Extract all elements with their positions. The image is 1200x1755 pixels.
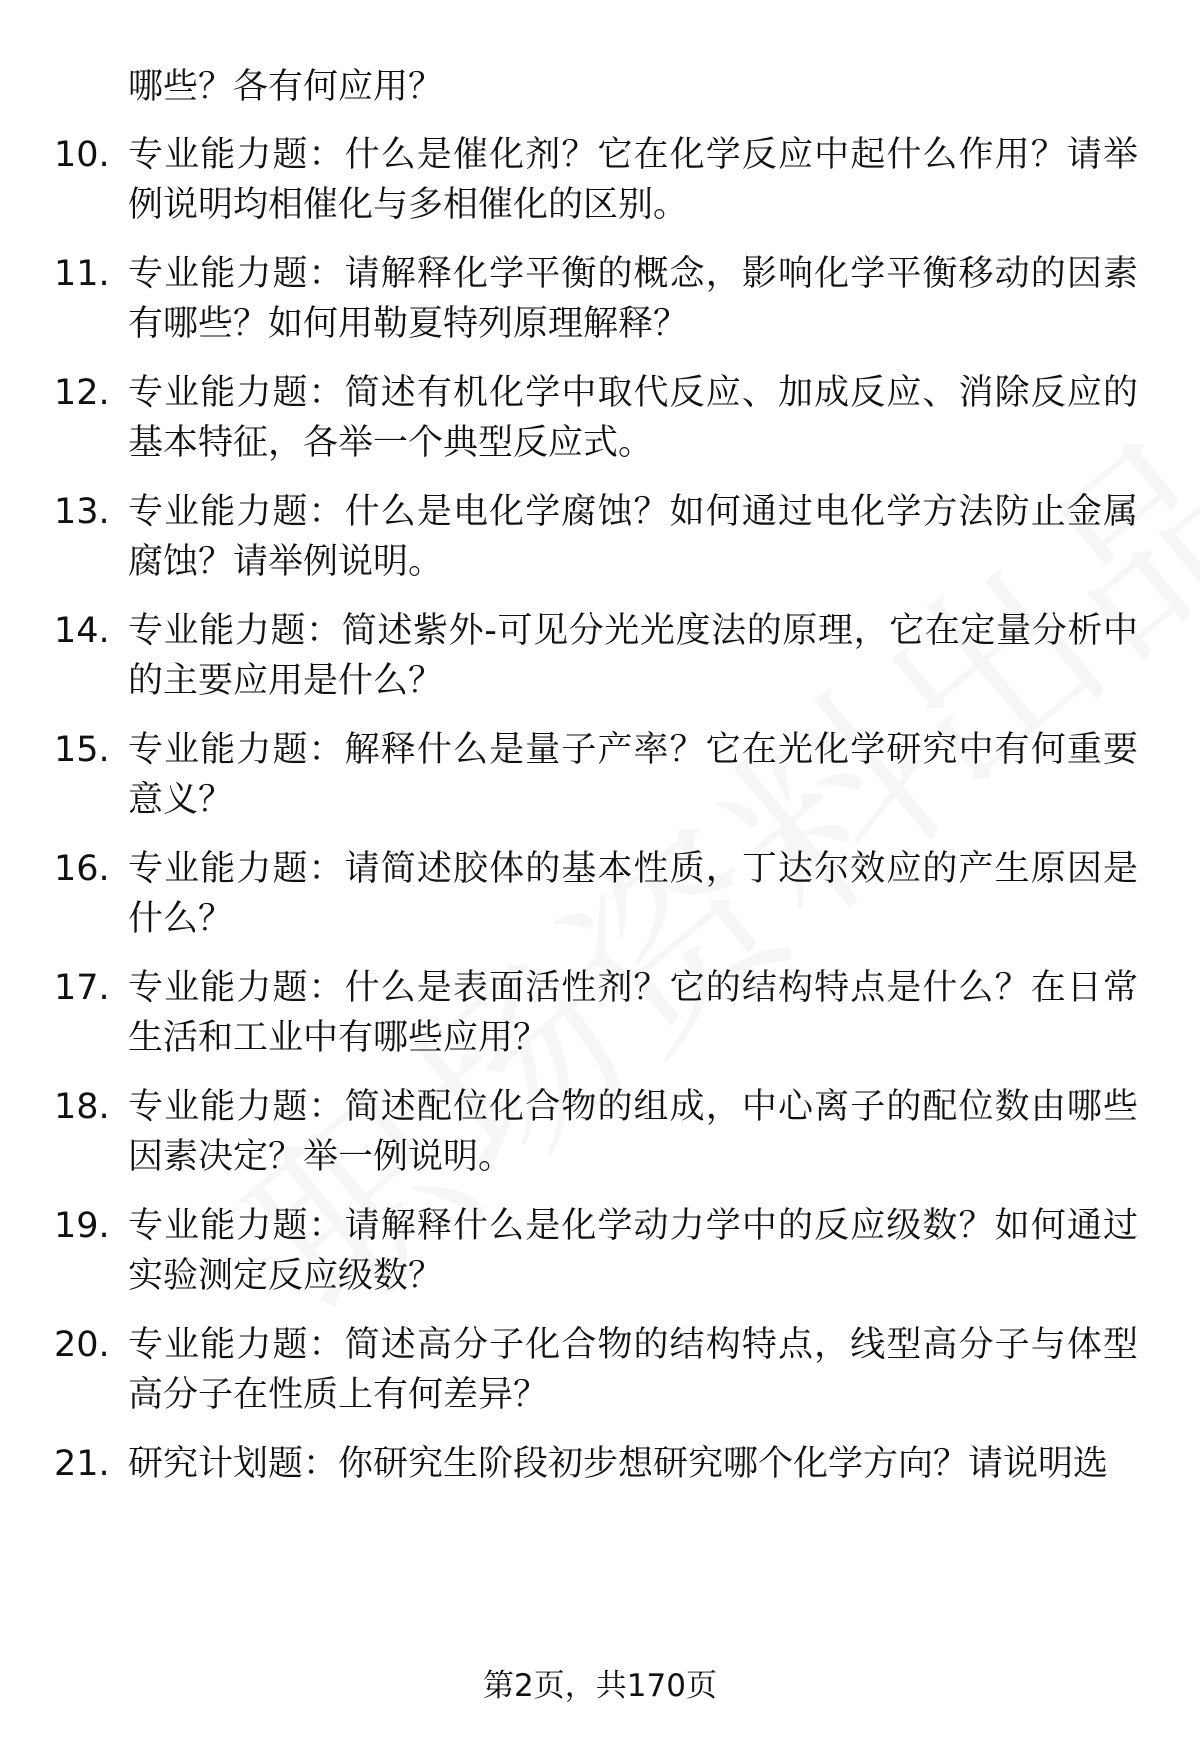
- item-text: 专业能力题：简述配位化合物的组成，中心离子的配位数由哪些因素决定？举一例说明。: [128, 1087, 1138, 1177]
- item-text: 专业能力题：解释什么是量子产率？它在光化学研究中有何重要意义？: [128, 730, 1138, 820]
- list-item: [0, 1320, 1200, 1430]
- item-text: 专业能力题：什么是催化剂？它在化学反应中起什么作用？请举例说明均相催化与多相催化的区别。: [128, 135, 1138, 225]
- item-number: 19.: [54, 1206, 110, 1246]
- item-number: 20.: [54, 1325, 110, 1365]
- item-text: 专业能力题：请简述胶体的基本性质，丁达尔效应的产生原因是什么？: [128, 849, 1138, 939]
- item-number: 15.: [54, 730, 110, 770]
- list-item: [0, 368, 1200, 478]
- list-item: [0, 963, 1200, 1073]
- item-number: 12.: [54, 373, 110, 413]
- item-text: 专业能力题：简述高分子化合物的结构特点，线型高分子与体型高分子在性质上有何差异？: [128, 1325, 1138, 1415]
- item-text: 专业能力题：简述有机化学中取代反应、加成反应、消除反应的基本特征，各举一个典型反应式。: [128, 373, 1138, 463]
- list-item: [0, 606, 1200, 716]
- list-item: [0, 1201, 1200, 1311]
- item-number: 10.: [54, 135, 110, 175]
- item-text: 专业能力题：什么是表面活性剂？它的结构特点是什么？在日常生活和工业中有哪些应用？: [128, 968, 1138, 1058]
- item-number: 21.: [54, 1444, 110, 1484]
- list-item: [0, 1439, 1200, 1499]
- list-item: [0, 249, 1200, 359]
- list-item: [0, 1082, 1200, 1192]
- item-text: 专业能力题：请解释化学平衡的概念，影响化学平衡移动的因素有哪些？如何用勒夏特列原理解释？: [128, 254, 1138, 344]
- item-number: 16.: [54, 849, 110, 889]
- list-item: [0, 130, 1200, 240]
- item-text: 专业能力题：请解释什么是化学动力学中的反应级数？如何通过实验测定反应级数？: [128, 1206, 1138, 1296]
- page-footer: 第2页，共170页: [483, 1668, 717, 1704]
- item-text: 研究计划题：你研究生阶段初步想研究哪个化学方向？请说明选: [128, 1444, 1109, 1484]
- item-text: 专业能力题：简述紫外-可见分光光度法的原理，它在定量分析中的主要应用是什么？: [128, 611, 1138, 701]
- item-number: 18.: [54, 1087, 110, 1127]
- item-number: 14.: [54, 611, 110, 651]
- item-number: 13.: [54, 492, 110, 532]
- continuation-line: 哪些？各有何应用？: [128, 67, 444, 107]
- list-item: [0, 725, 1200, 835]
- list-item: [0, 487, 1200, 597]
- item-number: 11.: [54, 254, 110, 294]
- item-number: 17.: [54, 968, 110, 1008]
- list-item: [0, 844, 1200, 954]
- item-text: 专业能力题：什么是电化学腐蚀？如何通过电化学方法防止金属腐蚀？请举例说明。: [128, 492, 1138, 582]
